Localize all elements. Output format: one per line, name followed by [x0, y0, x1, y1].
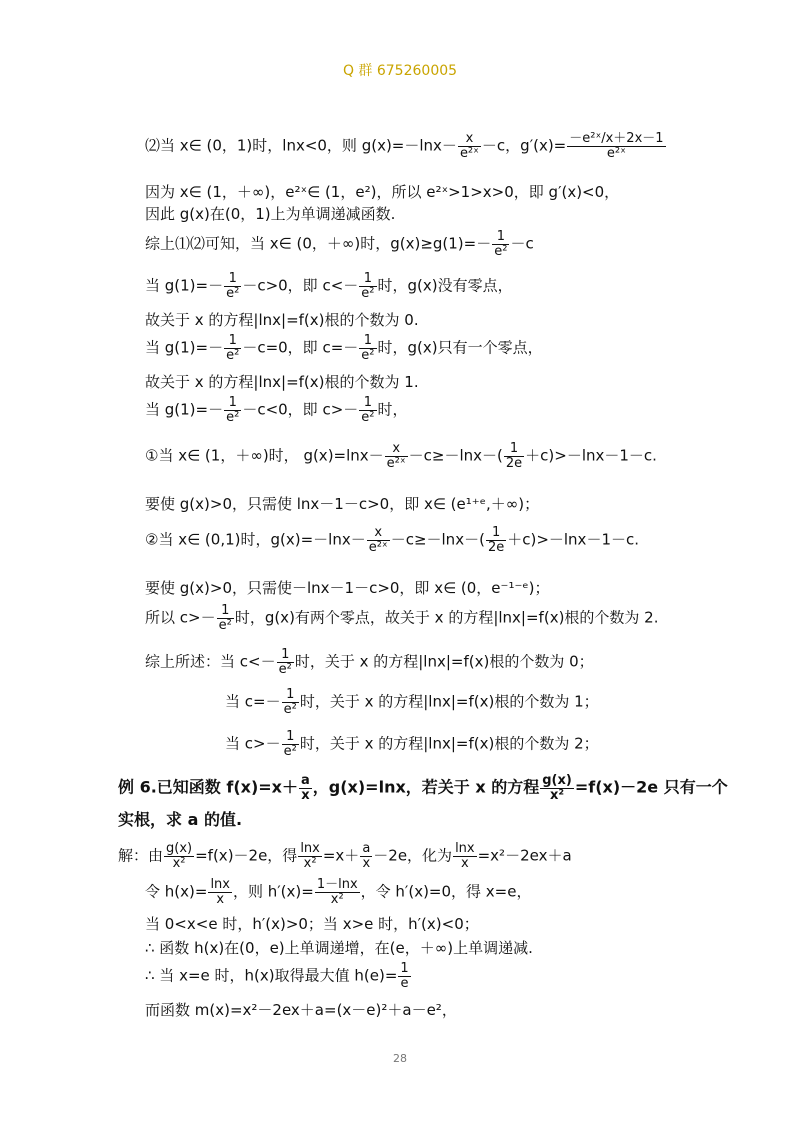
fraction: $\frac{1}{\text{e²}}$ — [361, 333, 375, 363]
text-line: ∴ 函数 h(x)在(0，e)上单调递增，在(e，＋∞)上单调递减. — [145, 939, 533, 957]
fraction: $\frac{\text{－e²ˣ/x＋2x－1}}{\text{e²ˣ}}$ — [569, 131, 664, 161]
text-line: 所以 c>－ $\frac{1}{\text{e²}}$ 时，g(x)有两个零点，故关于 x 的方程|lnx|=f(x)根的个数为 2. — [145, 603, 659, 633]
text-line: 要使 g(x)>0，只需使－lnx－1－c>0，即 x∈ (0，e⁻¹⁻ᵉ)； — [145, 579, 550, 597]
text-line: 当 0<x<e 时，h′(x)>0；当 x>e 时，h′(x)<0； — [145, 915, 479, 933]
fraction: $\frac{\ln x}{\text{x²}}$ — [300, 841, 320, 871]
fraction: $\frac{1}{\text{e²}}$ — [278, 647, 292, 677]
fraction: $\frac{1}{\text{e²}}$ — [226, 395, 240, 425]
text-line: 因此 g(x)在(0，1)上为单调递减函数. — [145, 205, 396, 223]
text-line: ⑵当 x∈ (0，1)时，lnx<0，则 g(x)=－lnx－ $\frac{x}{\text{e²ˣ}}$ －c，g′(x)= $\frac{\text{－e²ˣ/x＋2x－1}}{\text{e²ˣ}}$ — [145, 131, 664, 161]
fraction: $\frac{1}{\text{e²}}$ — [226, 333, 240, 363]
fraction: $\frac{g(x)}{\text{x²}}$ — [166, 841, 193, 871]
text-line: ②当 x∈ (0,1)时，g(x)=－lnx－ $\frac{x}{\text{e²ˣ}}$ －c≥－lnx－( $\frac{1}{2e}$ ＋c)>－lnx－1－c. — [145, 525, 639, 555]
solution-line: 解：由 $\frac{g(x)}{\text{x²}}$ =f(x)－2e，得 $\frac{\ln x}{\text{x²}}$ =x＋ $\frac{a}{x}$ －2e，化为 $\frac{\ln x}{x}$ =x²－2ex＋a — [118, 841, 572, 871]
fraction: $\frac{a}{x}$ — [362, 841, 371, 871]
text-line: 令 h(x)= $\frac{\ln x}{x}$ ，则 h′(x)= $\frac{1-\ln x}{\text{x²}}$ ，令 h′(x)=0，得 x=e， — [145, 877, 532, 907]
fraction: $\frac{\ln x}{x}$ — [210, 877, 230, 907]
fraction: $\frac{1}{\text{e²}}$ — [361, 395, 375, 425]
fraction: $\frac{1}{\text{e²}}$ — [226, 271, 240, 301]
example-title: 实根，求 a 的值. — [118, 810, 243, 829]
text-line: ∴ 当 x=e 时，h(x)取得最大值 h(e)= $\frac{1}{e}$ — [145, 961, 409, 991]
text-line: 当 c>－ $\frac{1}{\text{e²}}$ 时，关于 x 的方程|lnx|=f(x)根的个数为 2； — [225, 729, 599, 759]
text-line: 当 g(1)=－ $\frac{1}{\text{e²}}$ －c>0，即 c<－ $\frac{1}{\text{e²}}$ 时，g(x)没有零点， — [145, 271, 513, 301]
qq-group-header: Q 群 675260005 — [342, 63, 458, 79]
text-line: 当 c=－ $\frac{1}{\text{e²}}$ 时，关于 x 的方程|lnx|=f(x)根的个数为 1； — [225, 687, 599, 717]
text-line: 综上所述：当 c<－ $\frac{1}{\text{e²}}$ 时，关于 x 的方程|lnx|=f(x)根的个数为 0； — [145, 647, 594, 677]
fraction: $\frac{g(x)}{\text{x²}}$ — [542, 773, 572, 803]
fraction: $\frac{1}{\text{e²}}$ — [283, 687, 297, 717]
fraction: $\frac{a}{x}$ — [301, 773, 310, 803]
fraction: $\frac{1}{\text{e²}}$ — [494, 229, 508, 259]
text-line: ①当 x∈ (1，＋∞)时， g(x)=lnx－ $\frac{x}{\text{e²ˣ}}$ －c≥－lnx－( $\frac{1}{2e}$ ＋c)>－lnx－1－c. — [145, 441, 657, 471]
text-line: 要使 g(x)>0，只需使 lnx－1－c>0，即 x∈ (e¹⁺ᵉ,＋∞)； — [145, 495, 540, 513]
example-title: 例 6.已知函数 f(x)=x＋ $\frac{a}{x}$ ，g(x)=lnx，若关于 x 的方程 $\frac{g(x)}{\text{x²}}$ =f(x)－2e 只有一个 — [118, 773, 728, 803]
fraction: $\frac{1}{e}$ — [400, 961, 409, 991]
fraction: $\frac{x}{\text{e²ˣ}}$ — [386, 441, 406, 471]
text-line: 故关于 x 的方程|lnx|=f(x)根的个数为 1. — [145, 373, 419, 391]
text-line: 因为 x∈ (1，＋∞)，e²ˣ∈ (1，e²)，所以 e²ˣ>1>x>0，即 g′(x)<0， — [145, 183, 620, 201]
fraction: $\frac{1}{2e}$ — [487, 525, 505, 555]
text-line: 综上⑴⑵可知，当 x∈ (0，＋∞)时，g(x)≥g(1)=－ $\frac{1}{\text{e²}}$ －c — [145, 229, 534, 259]
text-line: 故关于 x 的方程|lnx|=f(x)根的个数为 0. — [145, 311, 419, 329]
page-number: 28 — [393, 1052, 407, 1065]
fraction: $\frac{1}{2e}$ — [505, 441, 523, 471]
fraction: $\frac{x}{\text{e²ˣ}}$ — [459, 131, 479, 161]
fraction: $\frac{x}{\text{e²ˣ}}$ — [368, 525, 388, 555]
fraction: $\frac{1}{\text{e²}}$ — [361, 271, 375, 301]
fraction: $\frac{\ln x}{x}$ — [455, 841, 475, 871]
fraction: $\frac{1}{\text{e²}}$ — [218, 603, 232, 633]
text-line: 当 g(1)=－ $\frac{1}{\text{e²}}$ －c<0，即 c>－ $\frac{1}{\text{e²}}$ 时， — [145, 395, 408, 425]
text-line: 而函数 m(x)=x²－2ex＋a=(x－e)²＋a－e²， — [145, 1001, 457, 1019]
text-line: 当 g(1)=－ $\frac{1}{\text{e²}}$ －c=0，即 c=－ $\frac{1}{\text{e²}}$ 时，g(x)只有一个零点， — [145, 333, 543, 363]
fraction: $\frac{1}{\text{e²}}$ — [283, 729, 297, 759]
fraction: $\frac{1-\ln x}{\text{x²}}$ — [316, 877, 358, 907]
